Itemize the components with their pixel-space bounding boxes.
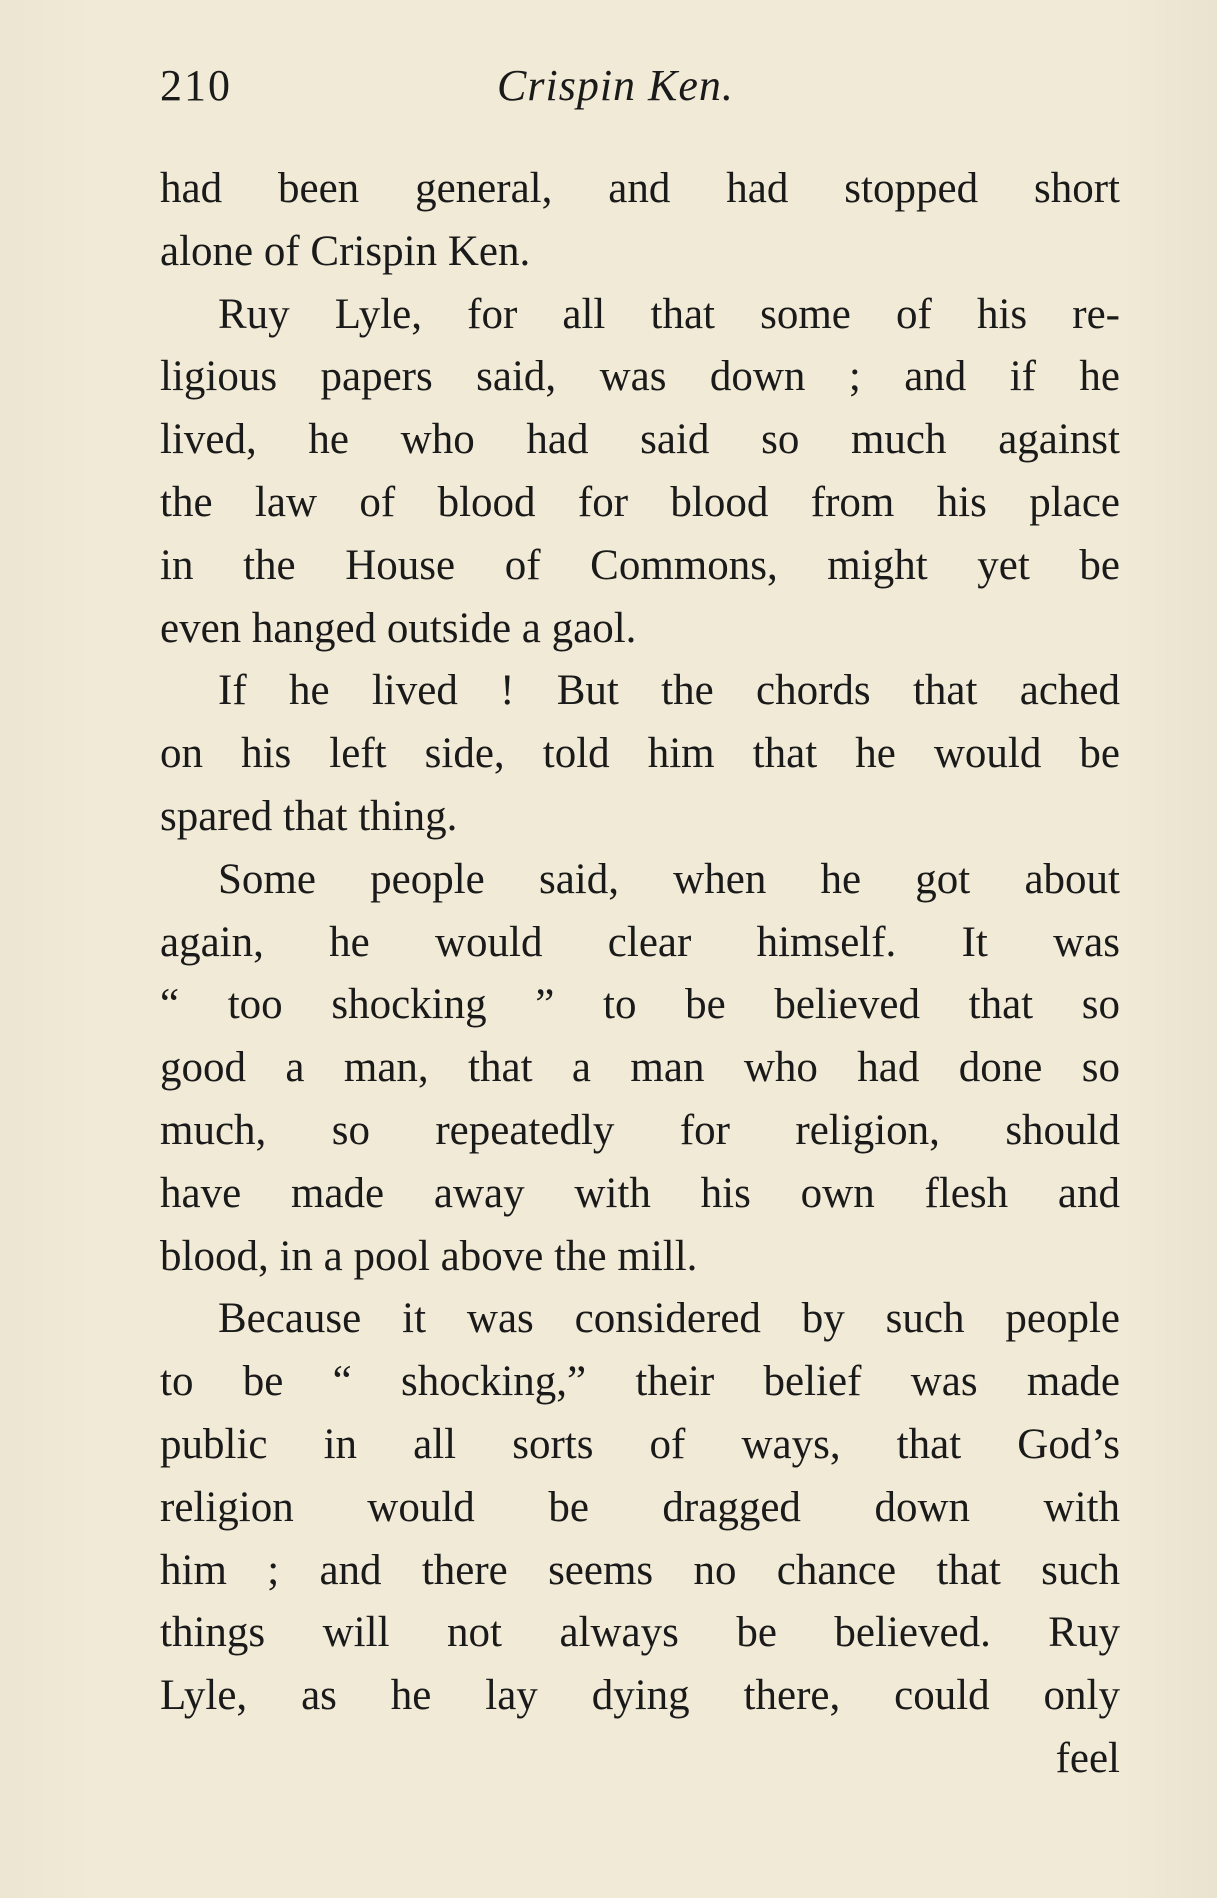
text-line: blood, in a pool above the mill. [160, 1232, 698, 1280]
text-line: “ too shocking ” to be believed that so [160, 981, 1120, 1029]
text-line: had been general, and had stopped short [160, 165, 1120, 212]
text-line: the law of blood for blood from his place [160, 478, 1120, 526]
running-title: Crispin Ken. [497, 61, 734, 110]
text-line: public in all sorts of ways, that God’s [160, 1420, 1120, 1468]
text-line: If he lived ! But the chords that ached [218, 667, 1120, 715]
text-line: religion would be dragged down with [160, 1483, 1120, 1531]
text-line: good a man, that a man who had done so [160, 1044, 1120, 1092]
text-line: him ; and there seems no chance that such [160, 1546, 1120, 1594]
text-line: spared that thing. [160, 792, 458, 840]
text-line: alone of Crispin Ken. [160, 227, 531, 275]
text-line: in the House of Commons, might yet be [160, 541, 1120, 589]
text-line: Lyle, as he lay dying there, could only [160, 1672, 1120, 1720]
text-line: much, so repeatedly for religion, should [160, 1106, 1120, 1154]
text-line: Some people said, when he got about [218, 855, 1120, 903]
text-line: ligious papers said, was down ; and if he [160, 353, 1120, 401]
text-line: Because it was considered by such people [218, 1295, 1120, 1343]
text-line: again, he would clear himself. It was [160, 918, 1120, 966]
catchword: feel [1055, 1734, 1120, 1782]
text-line: even hanged outside a gaol. [160, 604, 637, 652]
text-line: things will not always be believed. Ruy [160, 1609, 1120, 1657]
text-line: on his left side, told him that he would be [160, 730, 1120, 778]
text-line: lived, he who had said so much against [160, 416, 1120, 464]
page-number: 210 [160, 61, 232, 110]
text-line: have made away with his own flesh and [160, 1169, 1120, 1217]
running-head [160, 52, 1120, 122]
text-line: Ruy Lyle, for all that some of his re- [218, 290, 1120, 338]
body-text [160, 158, 1120, 1791]
text-line: to be “ shocking,” their belief was made [160, 1358, 1120, 1406]
